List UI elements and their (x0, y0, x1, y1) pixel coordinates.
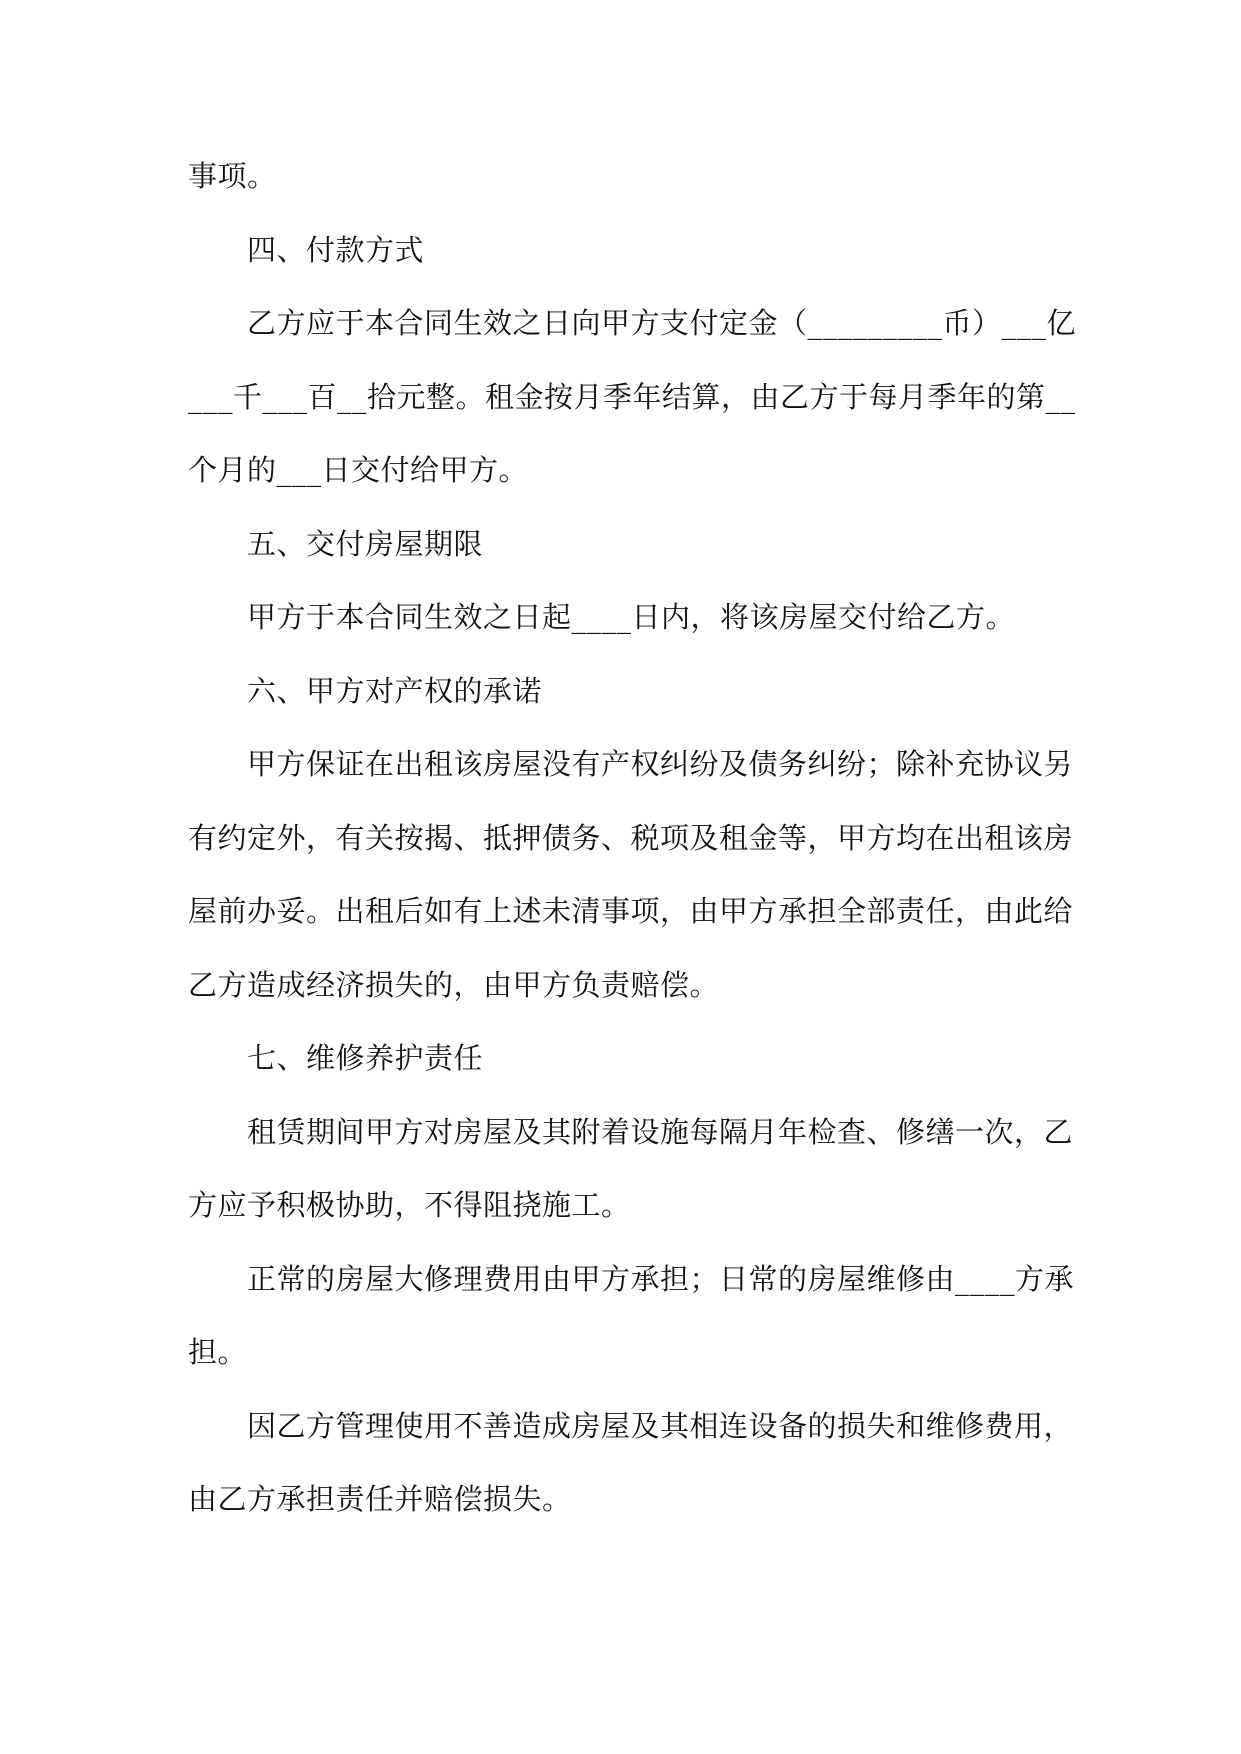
text-line: 租赁期间甲方对房屋及其附着设施每隔月年检查、修缮一次，乙 (247, 1114, 1074, 1149)
section-heading-delivery: 五、交付房屋期限 (247, 526, 484, 561)
text-line: 担。 (188, 1335, 248, 1369)
document-body (188, 140, 1077, 1537)
section-heading-maintenance: 七、维修养护责任 (247, 1041, 484, 1075)
text-line: 乙方应于本合同生效之日向甲方支付定金（_________币）___亿 (247, 306, 1077, 340)
text-line: ___千___百__拾元整。租金按月季年结算，由乙方于每月季年的第__ (188, 379, 1076, 414)
text-line: 有约定外，有关按揭、抵押债务、税项及租金等，甲方均在出租该房 (188, 820, 1074, 855)
text-line: 方应予积极协助，不得阻挠施工。 (188, 1188, 631, 1222)
section-heading-payment: 四、付款方式 (247, 232, 425, 267)
text-line: 因乙方管理使用不善造成房屋及其相连设备的损失和维修费用， (247, 1408, 1074, 1443)
text-line: 由乙方承担责任并赔偿损失。 (188, 1482, 572, 1516)
text-line: 个月的___日交付给甲方。 (188, 453, 529, 487)
text-line: 屋前办妥。出租后如有上述未清事项，由甲方承担全部责任，由此给 (188, 894, 1074, 928)
text-line: 正常的房屋大修理费用由甲方承担；日常的房屋维修由____方承 (247, 1261, 1075, 1296)
text-line: 乙方造成经济损失的，由甲方负责赔偿。 (188, 967, 720, 1002)
text-line: 甲方保证在出租该房屋没有产权纠纷及债务纠纷；除补充协议另 (247, 747, 1074, 781)
text-line: 甲方于本合同生效之日起____日内，将该房屋交付给乙方。 (247, 600, 1016, 634)
text-line: 事项。 (188, 159, 277, 193)
section-heading-property-rights: 六、甲方对产权的承诺 (247, 673, 543, 708)
